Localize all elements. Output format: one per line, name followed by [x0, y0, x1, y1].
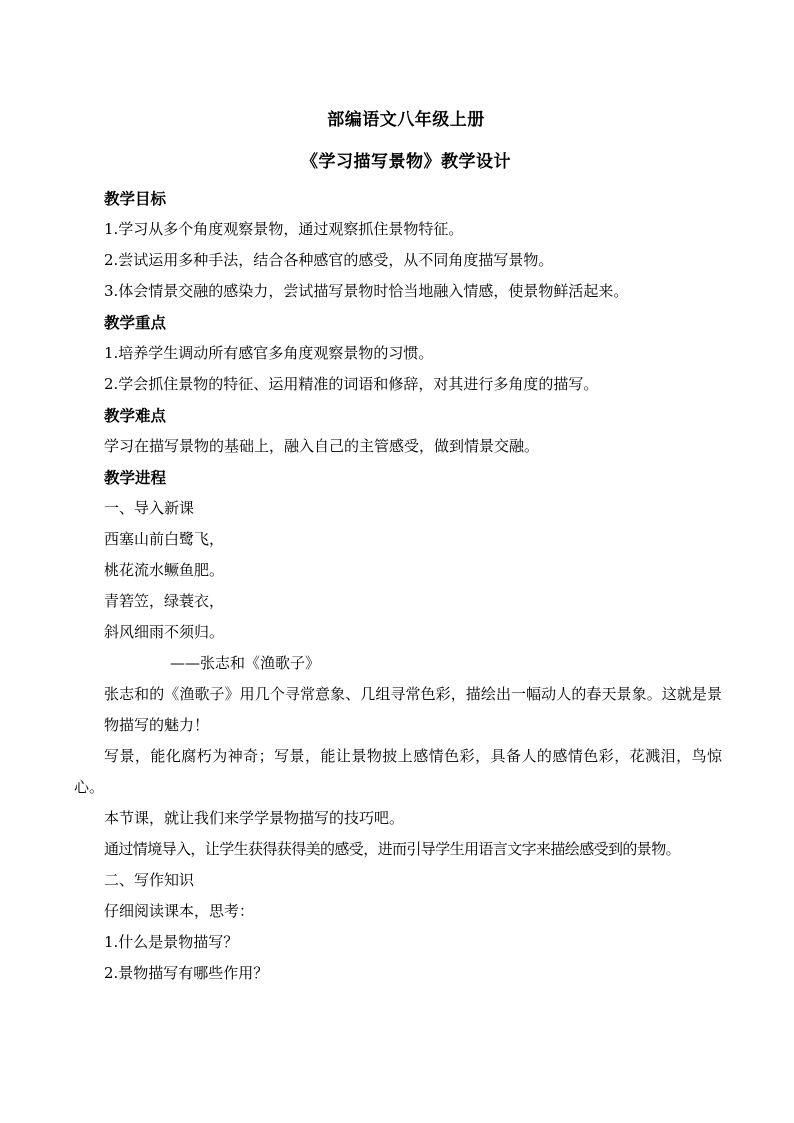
section-heading-goals: 教学目标 — [104, 189, 167, 208]
poem-line: 西塞山前白鹭飞， — [104, 530, 225, 548]
goal-item: 3.体会情景交融的感染力，尝试描写景物时恰当地融入情感，使景物鲜活起来。 — [104, 282, 629, 300]
key-point-item: 1.培养学生调动所有感官多角度观察景物的习惯。 — [104, 344, 434, 362]
document-subtitle: 《学习描写景物》教学设计 — [301, 152, 511, 172]
part-intro: 仔细阅读课本，思考： — [104, 902, 255, 920]
part-title-intro: 一、导入新课 — [104, 499, 195, 517]
question-item: 2.景物描写有哪些作用？ — [104, 964, 269, 982]
difficulty-text: 学习在描写景物的基础上，融入自己的主管感受，做到情景交融。 — [104, 437, 540, 455]
paragraph: 张志和的《渔歌子》用几个寻常意象、几组寻常色彩，描绘出一幅动人的春天景象。这就是景物描写的魅力！ — [104, 685, 722, 734]
section-heading-key-points: 教学重点 — [104, 313, 167, 332]
document-title: 部编语文八年级上册 — [327, 110, 485, 130]
paragraph: 本节课，就让我们来学学景物描写的技巧吧。 — [104, 809, 405, 827]
paragraph: 写景，能化腐朽为神奇；写景，能让景物披上感情色彩，具备人的感情色彩，花溅泪，鸟惊心。 — [74, 747, 722, 796]
section-heading-process: 教学进程 — [104, 468, 167, 487]
goal-item: 2.尝试运用多种手法，结合各种感官的感受，从不同角度描写景物。 — [104, 251, 554, 269]
key-point-item: 2.学会抓住景物的特征、运用精准的词语和修辞，对其进行多角度的描写。 — [104, 375, 599, 393]
poem-line: 青箬笠，绿蓑衣， — [104, 592, 225, 610]
question-item: 1.什么是景物描写？ — [104, 933, 239, 951]
poem-attribution: ——张志和《渔歌子》 — [170, 654, 321, 672]
goal-item: 1.学习从多个角度观察景物，通过观察抓住景物特征。 — [104, 220, 464, 238]
paragraph: 通过情境导入，让学生获得获得美的感受，进而引导学生用语言文字来描绘感受到的景物。 — [104, 840, 681, 858]
poem-line: 斜风细雨不须归。 — [104, 623, 225, 641]
poem-line: 桃花流水鳜鱼肥。 — [104, 561, 225, 579]
document-body — [74, 183, 722, 989]
part-title-writing-knowledge: 二、写作知识 — [104, 871, 195, 889]
section-heading-difficulty: 教学难点 — [104, 406, 167, 425]
